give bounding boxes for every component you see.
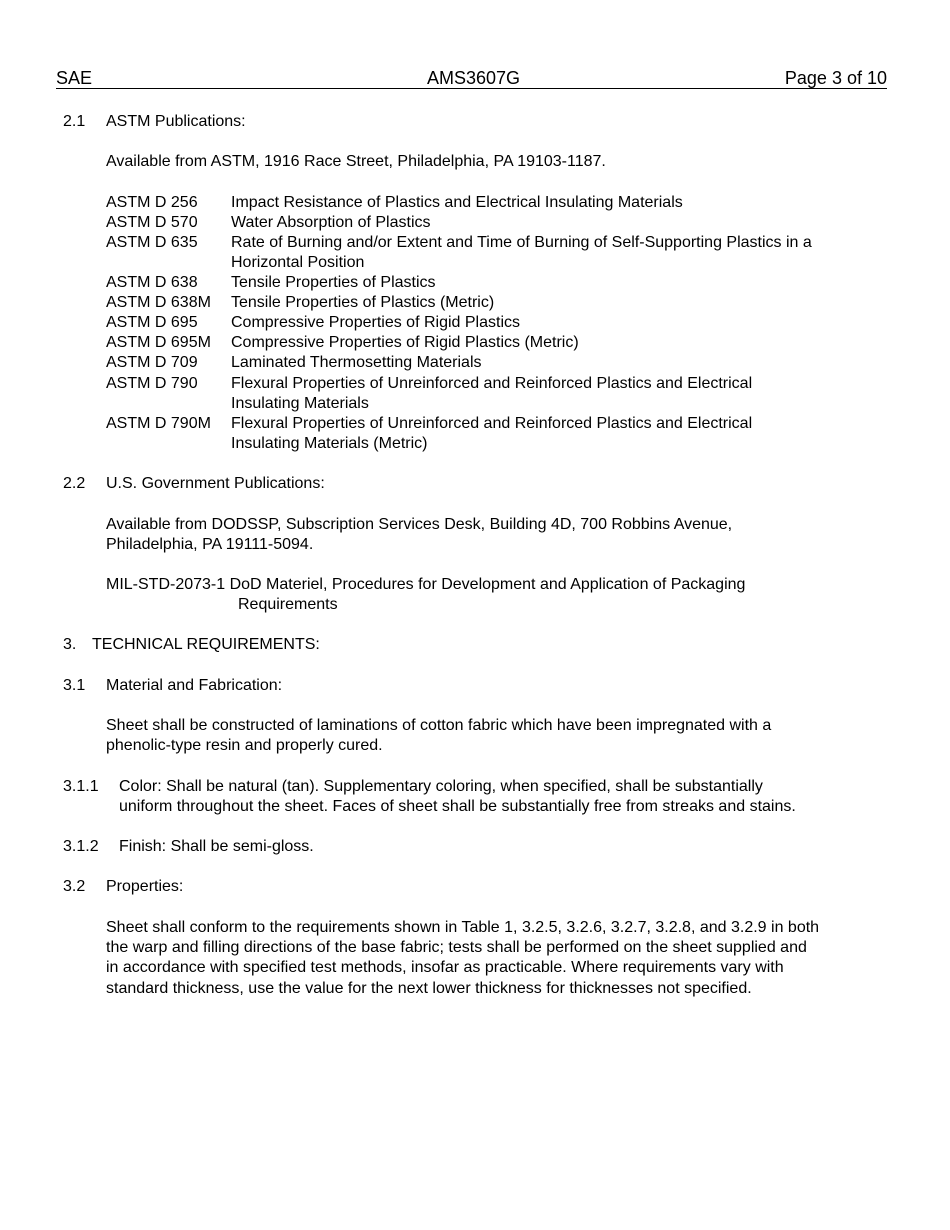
section-number: 3. [63,636,77,653]
paragraph-line: Sheet shall be constructed of laminations of cotton fabric which have been impregnated with a [106,717,772,734]
reference-code: ASTM D 635 [106,234,198,251]
section-title: TECHNICAL REQUIREMENTS: [92,636,320,653]
reference-title: Compressive Properties of Rigid Plastics (Metric) [231,334,579,351]
reference-code: ASTM D 638M [106,294,211,311]
reference-code: ASTM D 709 [106,354,198,371]
reference-title: Flexural Properties of Unreinforced and Reinforced Plastics and Electrical [231,375,753,392]
reference-title: Impact Resistance of Plastics and Electrical Insulating Materials [231,194,683,211]
reference-code: ASTM D 695 [106,314,198,331]
section-number: 3.1.1 [63,778,99,795]
paragraph-line: Available from DODSSP, Subscription Services Desk, Building 4D, 700 Robbins Avenue, [106,516,733,533]
section-title: U.S. Government Publications: [106,475,325,492]
reference-code: ASTM D 790M [106,415,211,432]
paragraph-line: phenolic-type resin and properly cured. [106,737,383,754]
reference-title: Horizontal Position [231,254,365,271]
reference-title: Flexural Properties of Unreinforced and Reinforced Plastics and Electrical [231,415,753,432]
reference-title: Compressive Properties of Rigid Plastics [231,314,520,331]
section-number: 3.2 [63,878,86,895]
section-title: ASTM Publications: [106,113,246,130]
paragraph: Available from ASTM, 1916 Race Street, Philadelphia, PA 19103-1187. [106,153,606,170]
section-number: 2.1 [63,113,86,130]
paragraph-line: in accordance with specified test methods, insofar as practicable. Where requirements vary with [106,959,784,976]
header-org: SAE [56,68,93,88]
reference-title: Rate of Burning and/or Extent and Time of Burning of Self-Supporting Plastics in a [231,234,812,251]
reference-title: Tensile Properties of Plastics [231,274,436,291]
page-header [56,68,887,89]
reference-title: Insulating Materials [231,395,369,412]
header-doc-number: AMS3607G [427,68,521,88]
reference-code: ASTM D 638 [106,274,198,291]
reference-title: Tensile Properties of Plastics (Metric) [231,294,495,311]
paragraph-line: Philadelphia, PA 19111-5094. [106,536,314,553]
reference-code: ASTM D 695M [106,334,211,351]
paragraph-line: the warp and filling directions of the base fabric; tests shall be performed on the sheet supplied and [106,939,807,956]
paragraph-line: Color: Shall be natural (tan). Supplementary coloring, when specified, shall be substantially [119,778,763,795]
section-title: Properties: [106,878,184,895]
section-number: 2.2 [63,475,86,492]
section-title: Material and Fabrication: [106,677,283,694]
mil-std-reference: MIL-STD-2073-1 DoD Materiel, Procedures for Development and Application of Packaging [106,576,746,593]
reference-title: Laminated Thermosetting Materials [231,354,482,371]
paragraph-line: uniform throughout the sheet. Faces of sheet shall be substantially free from streaks and stains. [119,798,796,815]
paragraph-line: standard thickness, use the value for the next lower thickness for thicknesses not specified. [106,980,752,997]
header-page-number: Page 3 of 10 [784,68,887,88]
section-number: 3.1.2 [63,838,99,855]
section-number: 3.1 [63,677,86,694]
mil-std-reference: Requirements [238,596,338,613]
reference-code: ASTM D 256 [106,194,198,211]
paragraph-line: Finish: Shall be semi-gloss. [119,838,314,855]
reference-title: Water Absorption of Plastics [231,214,431,231]
reference-code: ASTM D 570 [106,214,198,231]
paragraph-line: Sheet shall conform to the requirements shown in Table 1, 3.2.5, 3.2.6, 3.2.7, 3.2.8, and 3.2.9 in both [106,919,820,936]
reference-title: Insulating Materials (Metric) [231,435,428,452]
reference-code: ASTM D 790 [106,375,198,392]
